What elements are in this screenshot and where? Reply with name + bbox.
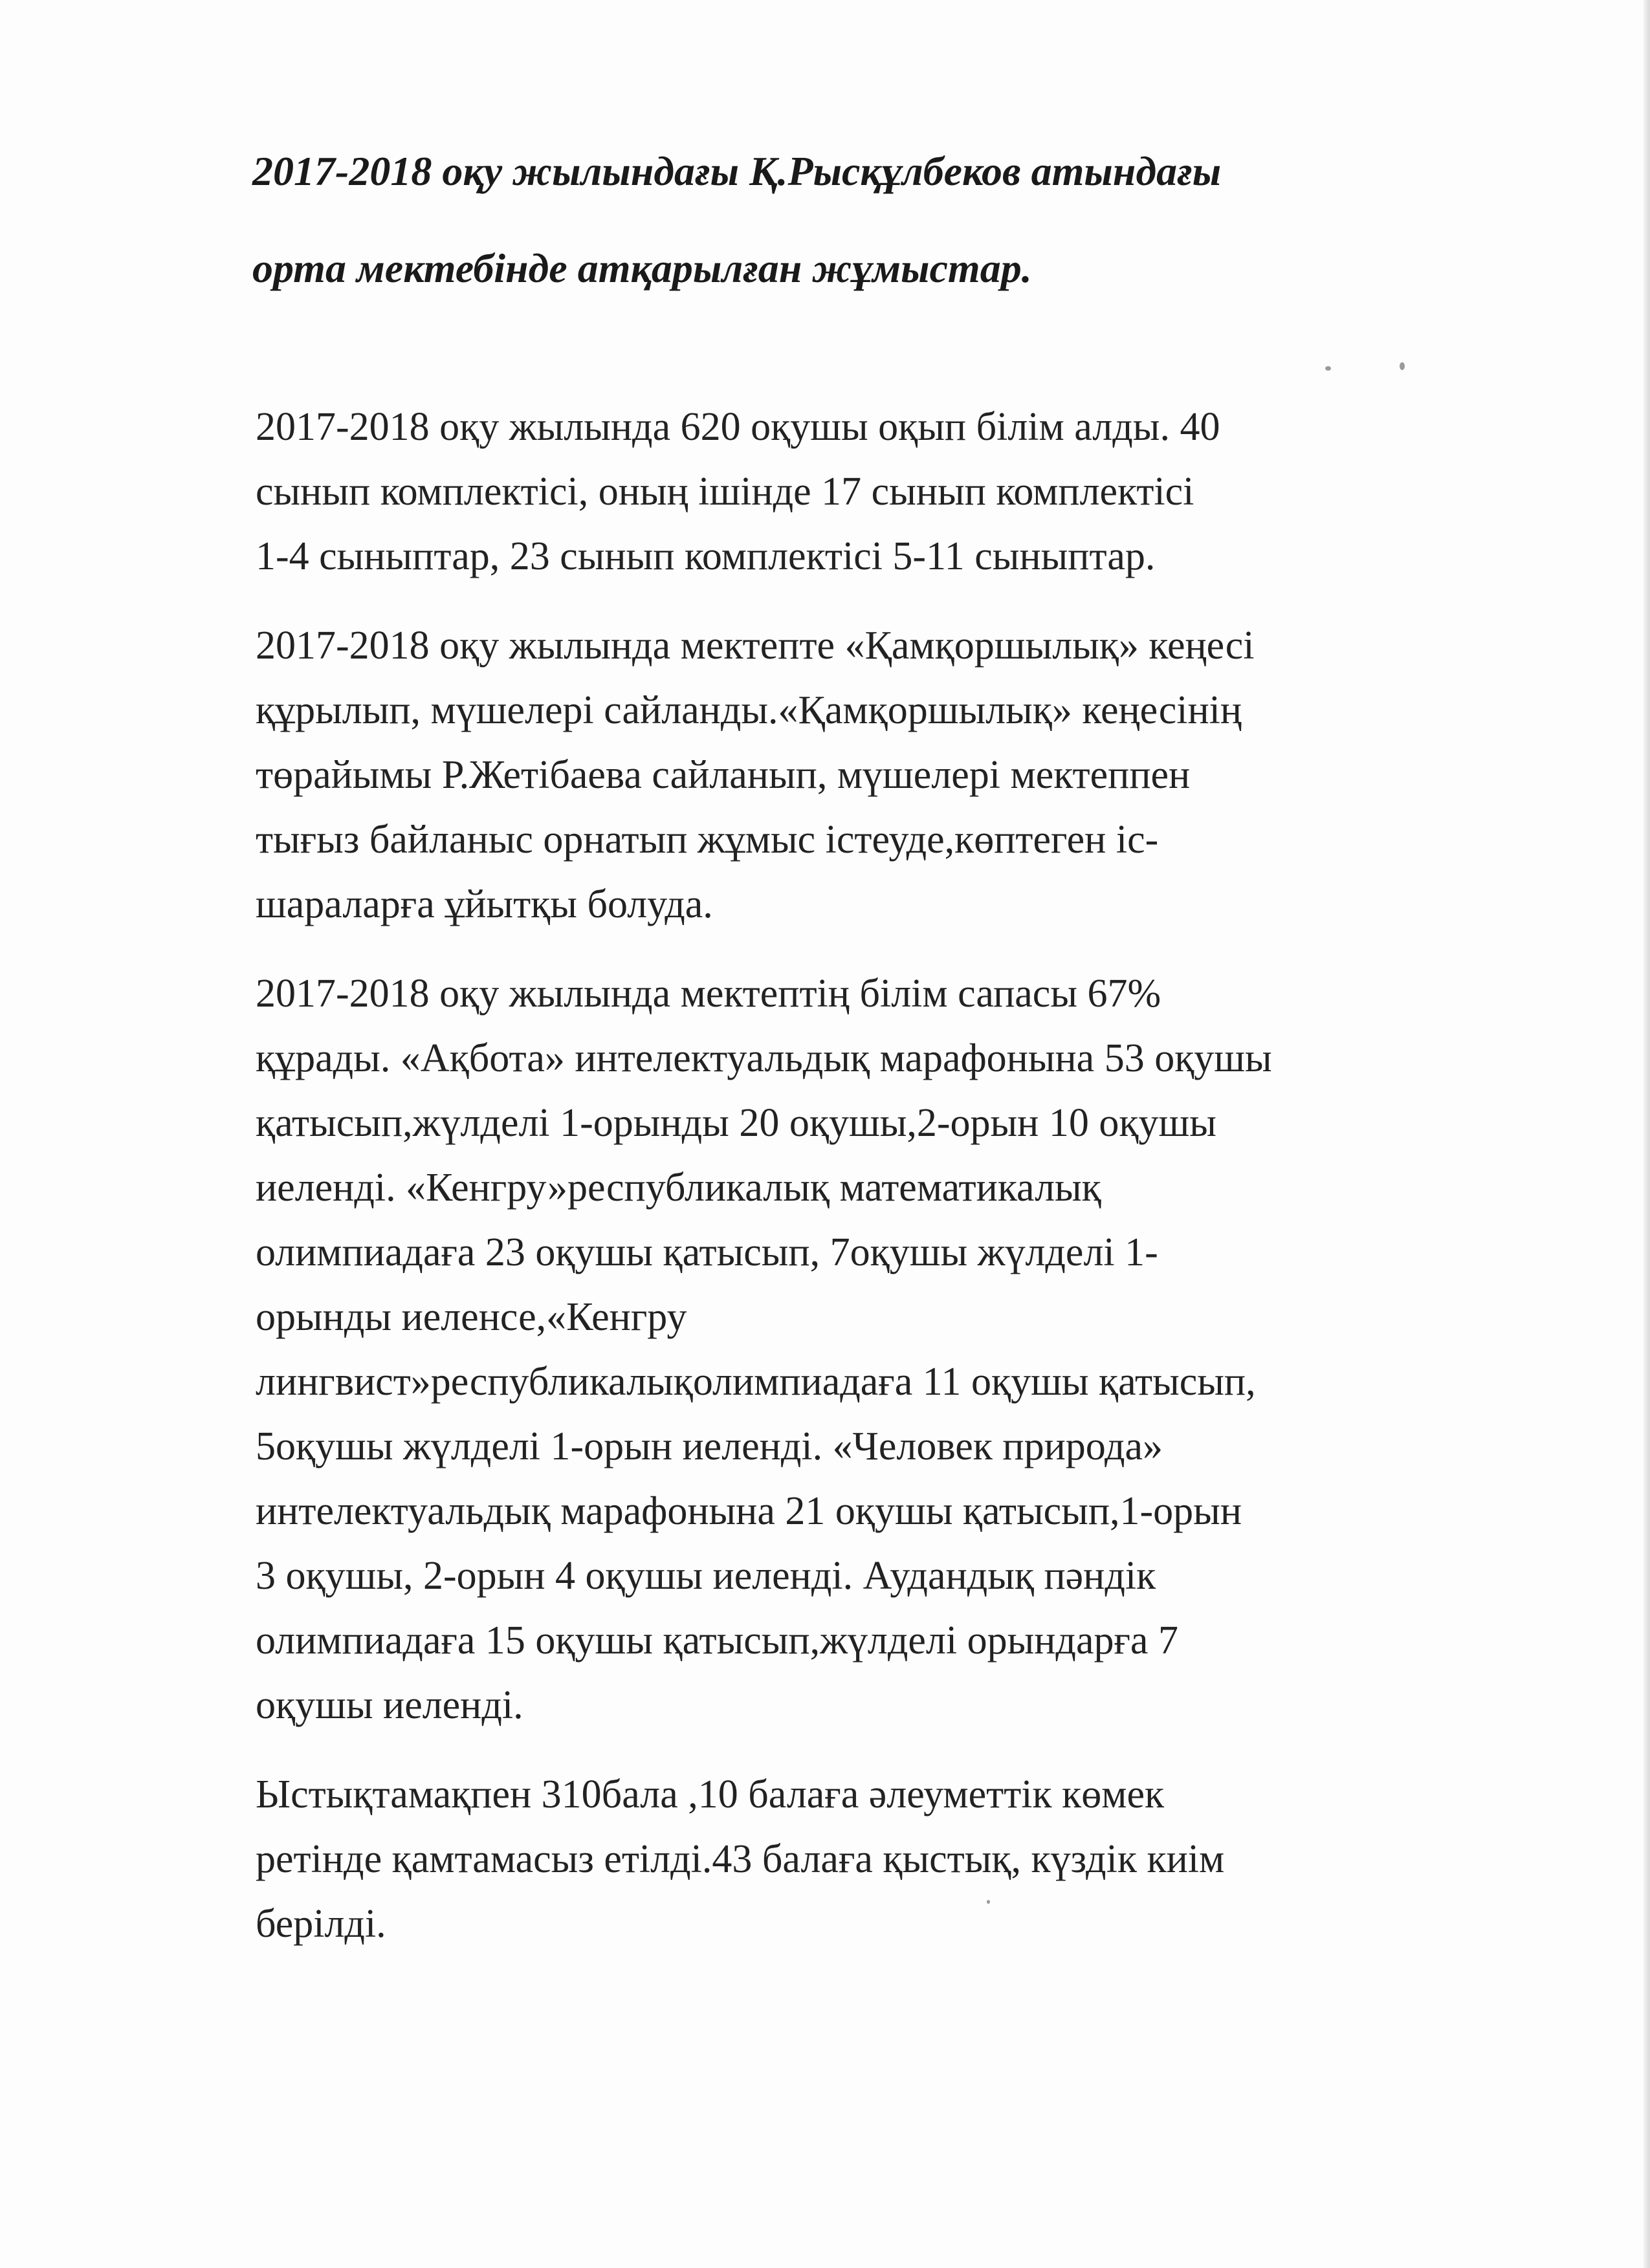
text-line: сынып комплектісі, оның ішінде 17 сынып комплектісі [256, 470, 1194, 514]
text-line: 5оқушы жүлделі 1-орын иеленді. «Человек природа» [256, 1424, 1163, 1468]
text-line: құрады. «Ақбота» интелектуальдық марафонына 53 оқушы [256, 1036, 1272, 1080]
text-line: олимпиадаға 15 оқушы қатысып,жүлделі орындарға 7 [256, 1619, 1178, 1663]
paragraph-education-quality [256, 961, 1524, 1738]
text-line: қатысып,жүлделі 1-орынды 20 оқушы,2-орын 10 оқушы [256, 1101, 1216, 1145]
paragraph-hot-meals [256, 1762, 1524, 1956]
text-line: интелектуальдық марафонына 21 оқушы қатысып,1-орын [256, 1489, 1242, 1533]
text-line: 3 оқушы, 2-орын 4 оқушы иеленді. Аудандық пәндік [256, 1554, 1156, 1598]
text-line: олимпиадаға 23 оқушы қатысып, 7оқушы жүлделі 1- [256, 1230, 1158, 1274]
text-line: орынды иеленсе,«Кенгру [256, 1295, 687, 1339]
paragraph-trustee-council [256, 613, 1524, 937]
title-line-2: орта мектебінде атқарылған жұмыстар. [252, 245, 1032, 291]
text-line: 1-4 сыныптар, 23 сынып комплектісі 5-11 сыныптар. [256, 534, 1156, 578]
text-line: шараларға ұйытқы болуда. [256, 882, 713, 926]
text-line: берілді. [256, 1902, 386, 1946]
text-line: төрайымы Р.Жетібаева сайланып, мүшелері мектеппен [256, 753, 1191, 797]
text-line: ретінде қамтамасыз етілді.43 балаға қыстық, күздік киім [256, 1837, 1225, 1881]
text-line: 2017-2018 оқу жылында мектепте «Қамқоршылық» кеңесі [256, 624, 1255, 668]
text-line: 2017-2018 оқу жылында мектептің білім сапасы 67% [256, 972, 1161, 1016]
text-line: 2017-2018 оқу жылында 620 оқушы оқып білім алды. 40 [256, 405, 1220, 449]
text-line: Ыстықтамақпен 310бала ,10 балаға әлеуметтік көмек [256, 1772, 1165, 1816]
scan-speck [1400, 362, 1405, 370]
scan-speck [1325, 366, 1331, 371]
document-body [256, 395, 1524, 1981]
title-line-1: 2017-2018 оқу жылындағы Қ.Рысқұлбеков атындағы [252, 148, 1222, 194]
document-title [252, 123, 1514, 317]
text-line: тығыз байланыс орнатып жұмыс істеуде,көптеген іс- [256, 818, 1159, 862]
text-line: құрылып, мүшелері сайланды.«Қамқоршылық» кеңесінің [256, 688, 1242, 732]
page-edge-shadow [1644, 0, 1650, 2268]
text-line: иеленді. «Кенгру»республикалық математикалық [256, 1166, 1101, 1210]
text-line: оқушы иеленді. [256, 1683, 523, 1727]
paragraph-enrollment [256, 395, 1524, 589]
text-line: лингвист»республикалықолимпиадаға 11 оқушы қатысып, [256, 1360, 1256, 1404]
